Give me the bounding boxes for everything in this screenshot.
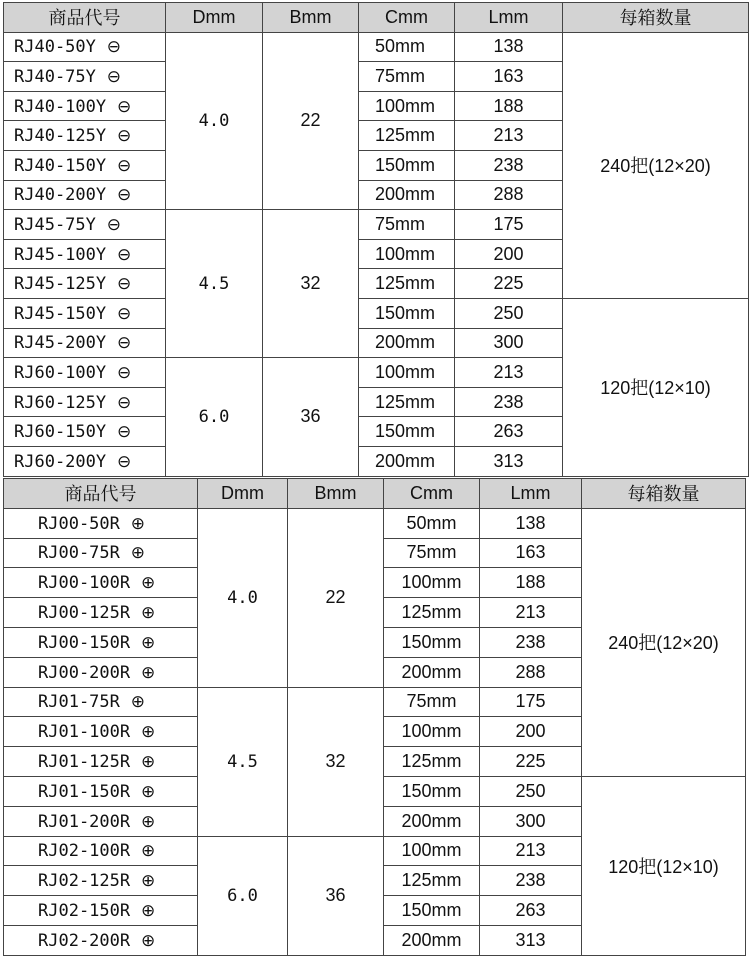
product-code-cell (4, 62, 166, 92)
c-value: 200mm (384, 806, 480, 836)
symbol-icon: ⊕ (141, 573, 156, 593)
l-value: 163 (455, 62, 563, 92)
c-value: 125mm (384, 598, 480, 628)
c-value: 75mm (384, 687, 480, 717)
product-code-cell (4, 358, 166, 388)
l-value: 213 (455, 358, 563, 388)
c-value: 125mm (359, 269, 455, 299)
b-value: 36 (288, 836, 384, 955)
product-code-cell (4, 328, 166, 358)
l-value: 313 (480, 925, 582, 955)
l-value: 238 (455, 150, 563, 180)
symbol-icon: ⊕ (141, 930, 156, 950)
b-value: 32 (263, 210, 359, 358)
c-value: 150mm (359, 150, 455, 180)
product-code: RJ01-125R (38, 752, 131, 773)
c-value: 125mm (359, 387, 455, 417)
c-value: 125mm (359, 121, 455, 151)
spec-table-y (3, 2, 749, 477)
symbol-icon: ⊖ (117, 362, 132, 382)
product-code-cell (4, 417, 166, 447)
l-value: 188 (480, 568, 582, 598)
c-value: 100mm (384, 568, 480, 598)
d-value: 6.0 (166, 358, 263, 476)
symbol-icon: ⊕ (141, 781, 156, 801)
l-value: 288 (455, 180, 563, 210)
l-value: 163 (480, 538, 582, 568)
c-value: 200mm (359, 328, 455, 358)
c-value: 200mm (359, 446, 455, 476)
l-value: 288 (480, 657, 582, 687)
col-header-d: Dmm (166, 3, 263, 33)
col-header-code: 商品代号 (4, 479, 198, 509)
c-value: 75mm (384, 538, 480, 568)
product-code: RJ60-200Y (14, 451, 107, 472)
product-code: RJ40-200Y (14, 185, 107, 206)
c-value: 150mm (359, 417, 455, 447)
symbol-icon: ⊖ (117, 303, 132, 323)
product-code: RJ00-200R (38, 662, 131, 683)
symbol-icon: ⊖ (106, 214, 122, 234)
product-code: RJ40-50Y (14, 37, 96, 58)
product-code-cell (4, 446, 166, 476)
symbol-icon: ⊖ (117, 333, 132, 353)
product-code-cell (4, 239, 166, 269)
l-value: 250 (455, 298, 563, 328)
symbol-icon: ⊖ (117, 392, 132, 412)
spec-table-r-body (4, 479, 746, 956)
l-value: 238 (480, 866, 582, 896)
d-value: 6.0 (198, 836, 288, 955)
product-code: RJ01-75R (38, 692, 120, 713)
product-code: RJ01-200R (38, 811, 131, 832)
product-code-cell (4, 598, 198, 628)
product-code-cell (4, 387, 166, 417)
product-code: RJ60-100Y (14, 362, 107, 383)
product-code-cell (4, 896, 198, 926)
symbol-icon: ⊕ (141, 811, 156, 831)
symbol-icon: ⊕ (141, 603, 156, 623)
l-value: 213 (480, 598, 582, 628)
l-value: 188 (455, 91, 563, 121)
l-value: 238 (455, 387, 563, 417)
symbol-icon: ⊖ (117, 244, 132, 264)
product-code: RJ45-75Y (14, 214, 96, 235)
l-value: 200 (455, 239, 563, 269)
symbol-icon: ⊖ (117, 274, 132, 294)
product-code-cell (4, 627, 198, 657)
symbol-icon: ⊕ (141, 662, 156, 682)
product-code-cell (4, 747, 198, 777)
c-value: 100mm (384, 717, 480, 747)
l-value: 263 (480, 896, 582, 926)
c-value: 100mm (384, 836, 480, 866)
product-code: RJ00-125R (38, 603, 131, 624)
symbol-icon: ⊖ (106, 66, 122, 86)
l-value: 238 (480, 627, 582, 657)
c-value: 125mm (384, 866, 480, 896)
table-row (4, 508, 746, 538)
symbol-icon: ⊖ (117, 451, 132, 471)
l-value: 300 (455, 328, 563, 358)
spec-table-y-body (4, 3, 749, 477)
product-code: RJ00-150R (38, 632, 131, 653)
l-value: 225 (455, 269, 563, 299)
c-value: 75mm (359, 62, 455, 92)
l-value: 250 (480, 776, 582, 806)
col-header-b: Bmm (263, 3, 359, 33)
b-value: 22 (288, 508, 384, 687)
product-code-cell (4, 776, 198, 806)
l-value: 213 (455, 121, 563, 151)
spec-table-r (3, 478, 746, 956)
symbol-icon: ⊕ (130, 692, 146, 712)
product-code: RJ40-150Y (14, 155, 107, 176)
col-header-qty: 每箱数量 (582, 479, 746, 509)
c-value: 150mm (384, 896, 480, 926)
l-value: 213 (480, 836, 582, 866)
col-header-l: Lmm (480, 479, 582, 509)
col-header-c: Cmm (359, 3, 455, 33)
product-code-cell (4, 806, 198, 836)
product-code-cell (4, 866, 198, 896)
c-value: 50mm (359, 32, 455, 62)
c-value: 200mm (359, 180, 455, 210)
qty-value: 240把(12×20) (563, 32, 749, 298)
l-value: 263 (455, 417, 563, 447)
product-code-cell (4, 32, 166, 62)
l-value: 138 (480, 508, 582, 538)
product-code-cell (4, 150, 166, 180)
product-code-cell (4, 657, 198, 687)
col-header-b: Bmm (288, 479, 384, 509)
product-code: RJ45-125Y (14, 274, 107, 295)
col-header-code: 商品代号 (4, 3, 166, 33)
col-header-l: Lmm (455, 3, 563, 33)
symbol-icon: ⊖ (106, 37, 122, 57)
symbol-icon: ⊖ (117, 422, 132, 442)
c-value: 150mm (384, 627, 480, 657)
l-value: 225 (480, 747, 582, 777)
b-value: 36 (263, 358, 359, 476)
product-code: RJ45-200Y (14, 333, 107, 354)
product-code: RJ60-125Y (14, 392, 107, 413)
product-code: RJ40-125Y (14, 126, 107, 147)
symbol-icon: ⊕ (141, 752, 156, 772)
product-code-cell (4, 210, 166, 240)
b-value: 32 (288, 687, 384, 836)
product-code-cell (4, 298, 166, 328)
table-row (4, 32, 749, 62)
d-value: 4.0 (166, 32, 263, 210)
product-code-cell (4, 508, 198, 538)
symbol-icon: ⊕ (141, 871, 156, 891)
c-value: 150mm (384, 776, 480, 806)
col-header-d: Dmm (198, 479, 288, 509)
symbol-icon: ⊖ (117, 96, 132, 116)
symbol-icon: ⊕ (141, 841, 156, 861)
product-code: RJ40-100Y (14, 96, 107, 117)
d-value: 4.5 (198, 687, 288, 836)
d-value: 4.5 (166, 210, 263, 358)
product-code-cell (4, 925, 198, 955)
product-code: RJ02-125R (38, 871, 131, 892)
product-code-cell (4, 568, 198, 598)
table-row (4, 298, 749, 328)
symbol-icon: ⊕ (141, 632, 156, 652)
qty-value: 120把(12×10) (582, 776, 746, 955)
product-code: RJ01-100R (38, 722, 131, 743)
symbol-icon: ⊖ (117, 185, 132, 205)
c-value: 100mm (359, 239, 455, 269)
col-header-c: Cmm (384, 479, 480, 509)
c-value: 75mm (359, 210, 455, 240)
symbol-icon: ⊕ (130, 543, 146, 563)
symbol-icon: ⊕ (141, 722, 156, 742)
l-value: 200 (480, 717, 582, 747)
product-code: RJ00-100R (38, 573, 131, 594)
product-code: RJ45-150Y (14, 303, 107, 324)
product-code-cell (4, 836, 198, 866)
d-value: 4.0 (198, 508, 288, 687)
l-value: 138 (455, 32, 563, 62)
product-code: RJ02-100R (38, 841, 131, 862)
product-code: RJ02-150R (38, 901, 131, 922)
product-code: RJ02-200R (38, 930, 131, 951)
c-value: 125mm (384, 747, 480, 777)
product-code-cell (4, 121, 166, 151)
c-value: 200mm (384, 925, 480, 955)
product-code-cell (4, 91, 166, 121)
l-value: 313 (455, 446, 563, 476)
c-value: 50mm (384, 508, 480, 538)
c-value: 100mm (359, 91, 455, 121)
qty-value: 240把(12×20) (582, 508, 746, 776)
c-value: 200mm (384, 657, 480, 687)
header-row (4, 479, 746, 509)
product-code-cell (4, 538, 198, 568)
symbol-icon: ⊕ (130, 513, 146, 533)
l-value: 175 (480, 687, 582, 717)
c-value: 100mm (359, 358, 455, 388)
symbol-icon: ⊖ (117, 126, 132, 146)
qty-value: 120把(12×10) (563, 298, 749, 476)
product-code: RJ00-50R (38, 513, 120, 534)
product-code: RJ45-100Y (14, 244, 107, 265)
product-code-cell (4, 717, 198, 747)
product-code-cell (4, 687, 198, 717)
header-row (4, 3, 749, 33)
product-code-cell (4, 269, 166, 299)
product-code: RJ00-75R (38, 543, 120, 564)
product-code: RJ01-150R (38, 781, 131, 802)
symbol-icon: ⊖ (117, 155, 132, 175)
l-value: 300 (480, 806, 582, 836)
col-header-qty: 每箱数量 (563, 3, 749, 33)
symbol-icon: ⊕ (141, 901, 156, 921)
product-code: RJ40-75Y (14, 66, 96, 87)
product-code-cell (4, 180, 166, 210)
l-value: 175 (455, 210, 563, 240)
product-code: RJ60-150Y (14, 422, 107, 443)
c-value: 150mm (359, 298, 455, 328)
b-value: 22 (263, 32, 359, 210)
